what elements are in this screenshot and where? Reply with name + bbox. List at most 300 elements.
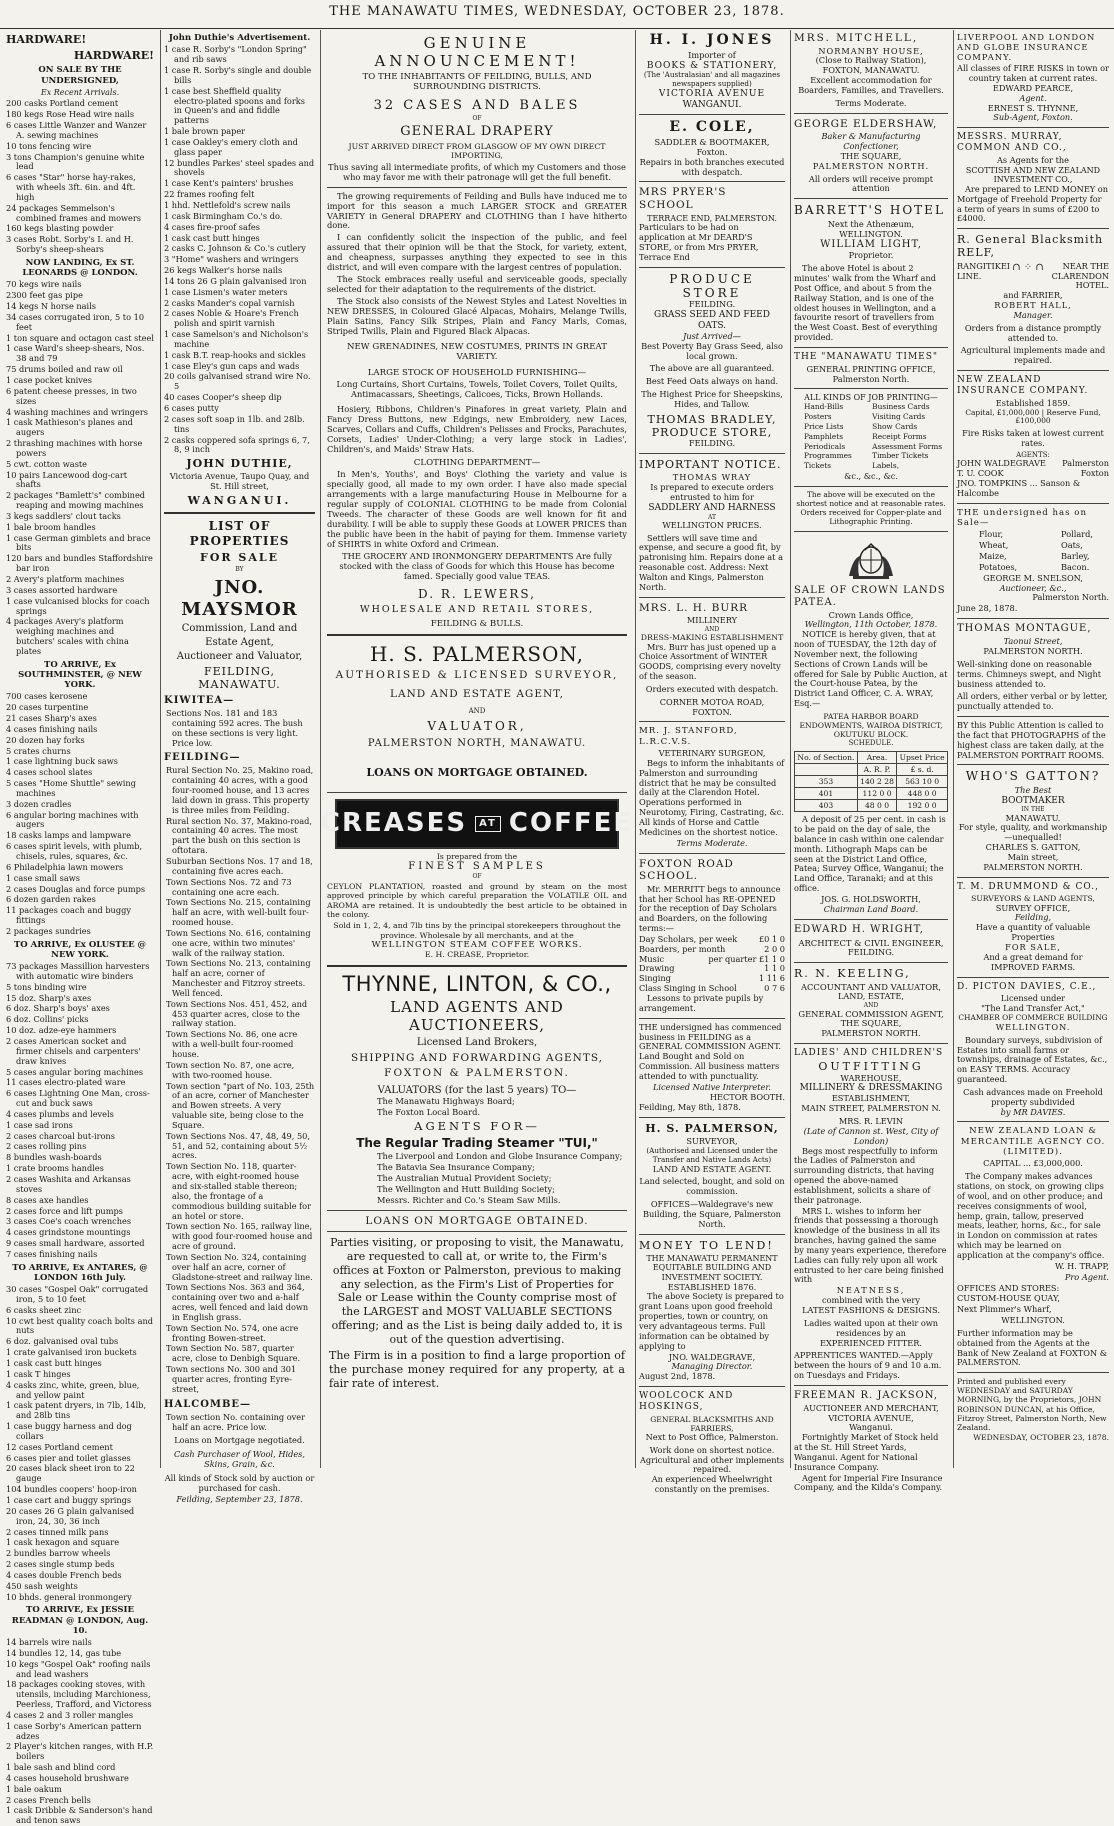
thynne-land-agents: LAND AGENTS AND AUCTIONEERS,	[390, 997, 564, 1034]
goods-item: Flour,	[979, 529, 1004, 540]
list-item: 73 packages Massillion harvesters with automatic wire binders	[6, 961, 150, 981]
list-item: 1 cask cast butt hinges	[164, 232, 260, 243]
list-item: 1 hhd. Nettlefold's screw nails	[164, 199, 291, 210]
of-label: OF	[472, 115, 482, 123]
general-drapery: GENERAL DRAPERY	[400, 124, 554, 140]
snelson-name: GEORGE M. SNELSON,	[983, 572, 1083, 583]
pryer-text: Particulars to be had on application at Mr DEARD'S STORE, or from Mrs PRYER, Terrace End	[639, 222, 759, 262]
goods-item: Maize,	[979, 551, 1007, 562]
property-item: Town Section No. 587, quarter acre, close to Denbigh Square.	[166, 1343, 301, 1364]
fee-amount: 1 11 6	[758, 973, 785, 984]
list-item: 4 cases plumbs and levels	[6, 1108, 114, 1119]
relf-location	[957, 262, 1109, 292]
portrait-notice: BY this Public Attention is called to the fact that PHOTOGRAPHS of the highest class are taken daily, at the PALMERSTON PORTRAIT ROOMS.	[957, 720, 1106, 760]
maysmor-line-4: FEILDING, MANAWATU.	[198, 664, 281, 691]
nz-loan-next: Next Plimmer's Wharf,	[957, 1304, 1052, 1315]
nz-ins-fire: Fire Risks taken at lowest current rates.	[962, 428, 1104, 449]
jones-name: H. I. JONES	[649, 32, 775, 48]
list-item: 2 packages "Bamlett's" combined reaping and mowing machines	[6, 490, 146, 511]
job-item: Posters	[804, 411, 832, 421]
money-to-lend: MONEY TO LEND!	[639, 1238, 774, 1252]
wray-saddlery: SADDLERY AND HARNESS	[648, 502, 776, 513]
list-item: 4 casks zinc, white, green, blue, and yellow paint	[6, 1379, 140, 1400]
snelson-undersigned: THE undersigned has on Sale—	[957, 507, 1088, 529]
snelson-auctioneer: Auctioneer, &c.,	[999, 582, 1067, 593]
relf-lhs: RANGITIKEI LINE.	[957, 260, 1011, 281]
maysmor-name: JNO. MAYSMOR	[181, 577, 298, 621]
list-item: 1 bale brown paper	[164, 126, 246, 137]
thynne-licensed: Licensed Land Brokers,	[416, 1036, 538, 1048]
list-item: 10 pairs Lancewood dog-cart shafts	[6, 469, 128, 490]
gatton-heading: WHO'S GATTON?	[965, 769, 1101, 784]
list-item: 200 casks Portland cement	[6, 98, 119, 109]
school-text: Mr. MERRITT begs to announce that her School has RE-OPENED for the reception of Day Scholars and Boarders, on the following terms:—	[639, 883, 781, 934]
list-item: 5 tons binding wire	[6, 981, 87, 992]
woolcock-black: GENERAL BLACKSMITHS AND FARRIERS,	[650, 1414, 774, 1433]
list-item: 5 crates churns	[6, 745, 71, 756]
job-item: Show Cards	[872, 421, 918, 431]
eldershaw-orders: All orders will receive prompt attention	[808, 173, 934, 194]
list-item: 14 kegs N horse nails	[6, 301, 96, 312]
gatton-in-the: IN THE	[1021, 806, 1045, 814]
list-item: 2 cases American socket and firmer chisels and carpenters' draw knives	[6, 1036, 141, 1066]
investment: INVESTMENT CO.,	[993, 175, 1073, 185]
list-item: 3 dozen cradles	[6, 798, 72, 809]
job-list	[794, 403, 948, 472]
goods-item: Bacon.	[1061, 561, 1090, 572]
nz-loan-company: The Company makes advances stations, on stock, on growing clips of wool, and on other produce; and receives consignments of wool, hemp, grain, tallow, preserved meats, leather, horns, &c., for sale in London on commission at rates which may be learned on application at the company's office.	[957, 1171, 1105, 1260]
table-cell: 401	[795, 788, 858, 800]
list-item: 1 cask B.T. reap-hooks and sickles	[164, 349, 306, 360]
list-item: 2 cases Washita and Arkansas stoves	[6, 1173, 131, 1194]
list-item: 70 kegs wire nails	[6, 279, 82, 290]
job-item: Business Cards	[872, 402, 930, 412]
eldershaw-name: GEORGE ELDERSHAW,	[794, 117, 938, 130]
halcombe-text: Town section No. containing over half an acre. Price low.	[166, 1411, 306, 1432]
relf-orders: Orders from a distance promptly attended to.	[964, 322, 1102, 343]
drapery-p3: The Stock embraces really useful and serviceable goods, specially selected for their adaptation to the requirements of the district.	[327, 274, 627, 295]
clothing-heading: CLOTHING DEPARTMENT—	[413, 457, 541, 468]
list-item: 1 case Lismen's water meters	[164, 286, 288, 297]
list-item: 24 packages Semmelson's combined frames and mowers	[6, 202, 141, 223]
property-item: Town Sections No. 86, one acre with a well-built four-roomed house.	[166, 1029, 298, 1059]
agent-row-1: JOHN WALDEGRAVE Palmerston	[957, 458, 1109, 469]
nz-ins-agents: AGENTS:	[1016, 450, 1050, 459]
royal-crest-icon	[841, 536, 901, 582]
list-item: 2 cases single stump beds	[6, 1559, 115, 1570]
list-item: 104 bundles coopers' hoop-iron	[6, 1484, 137, 1495]
drummond-great: And a great demand for	[983, 951, 1083, 962]
eldershaw-palm: PALMERSTON NORTH.	[812, 160, 930, 171]
wray-name: THOMAS WRAY	[672, 472, 752, 483]
montague-well: Well-sinking done on reasonable terms. Chimneys swept, and Night business attended to.	[957, 658, 1102, 689]
now-landing-heading: NOW LANDING, Ex ST. LEONARDS @ LONDON.	[22, 258, 138, 279]
murray-heading: MESSRS. MURRAY, COMMON AND CO.,	[957, 132, 1067, 154]
gatton-style: For style, quality, and workmanship—unequalled!	[958, 822, 1108, 843]
produce-feilding: FEILDING.	[688, 299, 736, 310]
holdsworth-name: JOS. G. HOLDSWORTH,	[821, 893, 921, 904]
agency-2: The Batavia Sea Insurance Company;	[377, 1162, 535, 1173]
society-text: The above Society is prepared to grant Loans upon good freehold properties, town or country, on very advantageous terms. Full information can be obtained by applying to	[639, 1291, 784, 1351]
table-cell: 140 2 28	[857, 775, 896, 787]
list-item: 6 cases Little Wanzer and Wanzer A. sewing machines	[6, 120, 147, 140]
list-item: 2 cases charcoal but-irons	[6, 1130, 115, 1141]
drapery-p2: I can confidently solicit the inspection of the public, and feel assured that their opinion will be that the Stock, for variety, extent, and cheapness, surpasses anything they expected to see in this district, and will even compare with the largest centres of population.	[327, 232, 627, 273]
relf-agri: Agricultural implements made and repaired.	[960, 345, 1106, 366]
list-item: 2 Avery's platform machines	[6, 574, 125, 584]
fee-label: Class Singing in School	[639, 983, 737, 994]
job-item: Receipt Forms	[872, 431, 927, 441]
list-item: 1 cask Birmingham Co.'s do.	[164, 210, 283, 221]
crown-lands-heading: SALE OF CROWN LANDS PATEA.	[794, 584, 946, 608]
palmerson-land-sold: Land selected, bought, and sold on commission.	[639, 1176, 785, 1197]
list-item: 6 dozen garden rakes	[6, 894, 96, 905]
drummond-feilding: Feilding,	[1014, 912, 1052, 923]
jackson-formerly: Fortnightly Market of Stock held at the St. Hill Street Yards, Wanganui. Agent for National Insurance Company.	[794, 1432, 939, 1472]
cole-repairs: Repairs in both branches executed with despatch.	[639, 156, 785, 177]
list-item: 6 Philadelphia lawn mowers	[6, 861, 124, 872]
list-item: 6 cases spirit levels, with plumb, chisels, rules, squares, &c.	[6, 841, 143, 861]
list-item: 1 case sad irons	[6, 1119, 73, 1130]
list-item: 450 sash weights	[6, 1580, 78, 1591]
bradley-name: THOMAS BRADLEY,	[647, 412, 777, 426]
duthie-heading: John Duthie's Advertisement.	[168, 33, 311, 43]
halcombe-heading: HALCOMBE—	[164, 1398, 252, 1410]
list-item: 26 kegs Walker's horse nails	[164, 265, 283, 276]
list-item: 1 crate brooms handles	[6, 1163, 104, 1174]
list-item: 1 case Ward's sheep-shears, Nos. 38 and 79	[6, 343, 145, 364]
jackson-wanganui: Wanganui.	[849, 1422, 893, 1433]
hotel-text: The above Hotel is about 2 minutes' walk from the Wharf and Post Office, and about 5 from the Railway Station, and is one of the oldest houses in Wellington, and a favourite resort of travellers from the West Coast. Best of everything provided.	[794, 263, 938, 343]
schedule-col-upset: Upset Price	[897, 751, 948, 763]
nz-loan-wellington: WELLINGTON.	[1001, 1315, 1065, 1326]
list-item: 6 doz. galvanised oval tubs	[6, 1336, 119, 1347]
duthie-address: Victoria Avenue, Taupo Quay, and St. Hill street,	[169, 471, 310, 492]
loans-obtained-2: LOANS ON MORTGAGE OBTAINED.	[365, 1214, 589, 1227]
patea-endowments: PATEA HARBOR BOARD ENDOWMENTS, WAIROA DISTRICT, OKUTUKU BLOCK.	[799, 711, 943, 740]
fee-label: Music	[639, 953, 665, 964]
snelson-goods	[957, 530, 1109, 573]
kiwitea-heading: KIWITEA—	[164, 695, 235, 706]
nz-ins-established: Established 1859.	[995, 397, 1071, 408]
list-item: 22 frames roofing felt	[164, 189, 255, 200]
list-item: 160 kegs blasting powder	[6, 223, 114, 234]
palmerson-surveyor-2: SURVEYOR,	[686, 1136, 738, 1147]
keeling-square: THE SQUARE,	[840, 1017, 902, 1028]
hosiery-text: Hosiery, Ribbons, Children's Pinafores in great variety, Plain and Fancy Dress Buttons, new Edgings, new Embroidery, new Laces, Scarves, Collars and Cuffs, Children's Pelisses and Frocks, Parachutes, Corsets, Ladies' Under-Clothing; a very large stock in Ladies', Children's, and Maids' Straw Hats.	[327, 403, 627, 454]
valuator-2: The Foxton Local Board.	[377, 1106, 481, 1117]
fee-label: Day Scholars, per week	[639, 933, 738, 944]
palmerson-name-2: H. S. PALMERSON,	[645, 1122, 779, 1136]
list-item: 1 case best Sheffield quality electro-plated spoons and forks in Queen's and and fiddle patterns	[164, 85, 305, 126]
burr-text: Mrs. Burr has just opened up a Choice Assortment of WINTER GOODS, comprising every novelty of the season.	[639, 641, 781, 682]
list-item: 10 doz. adze-eye hammers	[6, 1025, 117, 1036]
list-item: 2 casks C. Johnson & Co.'s cutlery	[164, 243, 306, 254]
list-item: 1 case Oakley's emery cloth and glass paper	[164, 136, 298, 157]
waldegrave-title: Managing Director.	[671, 1361, 753, 1372]
job-item: Pamphlets	[804, 431, 844, 441]
bradley-produce: PRODUCE STORE,	[651, 425, 773, 439]
davies-by: by MR DAVIES.	[1000, 1106, 1066, 1117]
list-item: 2 packages sundries	[6, 925, 91, 936]
list-item: 1 bale broom handles	[6, 521, 96, 532]
drummond-improved: IMPROVED FARMS.	[990, 961, 1076, 972]
gatton-bootmaker: BOOTMAKER	[1001, 795, 1065, 806]
job-heading: ALL KINDS OF JOB PRINTING—	[804, 393, 938, 403]
agent-row-3: JNO. TOMPKINS ... Sanson & Halcombe	[957, 478, 1081, 498]
list-item: 1 case Kent's painters' brushes	[164, 178, 294, 189]
list-item: 2 cases Noble & Hoare's French polish and spirit varnish	[164, 308, 299, 329]
trapp-name: W. H. TRAPP,	[1054, 1260, 1109, 1271]
list-item: 20 dozen hay forks	[6, 734, 85, 745]
table-cell: 48 0 0	[857, 800, 896, 812]
jones-victoria: VICTORIA AVENUE	[658, 88, 766, 99]
schedule-col-area: Area.	[857, 751, 896, 763]
times-heading: THE "MANAWATU TIMES"	[794, 351, 939, 362]
list-item: 8 cases axe handles	[6, 1194, 89, 1205]
list-item: 1 case German gimblets and brace bits	[6, 532, 151, 553]
barrett-next: Next the Athenæum,	[827, 218, 915, 229]
relf-heading: R. General Blacksmith RELF,	[957, 233, 1104, 260]
wright-name: EDWARD H. WRIGHT,	[794, 923, 924, 935]
list-item: 4 cases grindstone mountings	[6, 1227, 131, 1238]
coffee-of: OF	[472, 872, 482, 880]
trapp-agent: Pro Agent.	[1064, 1271, 1109, 1282]
relf-near: NEAR THE CLARENDON HOTEL.	[1051, 260, 1109, 291]
to-inhabitants: TO THE INHABITANTS OF FEILDING, BULLS, AND SURROUNDING DISTRICTS.	[362, 72, 592, 93]
palmerson-land: LAND AND ESTATE AGENT,	[390, 688, 564, 701]
list-item: 10 bhds. general ironmongery	[6, 1591, 132, 1602]
grenadines: NEW GRENADINES, NEW COSTUMES, PRINTS IN GREAT VARIETY.	[346, 341, 607, 363]
jackson-auctioneer: AUCTIONEER AND MERCHANT,	[803, 1403, 939, 1413]
crown-date: Wellington, 11th October, 1878.	[804, 619, 938, 630]
list-item: 120 bars and bundles Staffordshire bar iron	[6, 553, 153, 574]
davies-name: D. PICTON DAVIES, C.E.,	[957, 981, 1097, 992]
levin-late: (Late of Cannon st. West, City of London)	[803, 1125, 939, 1146]
coffee-word: COFFEE	[508, 808, 634, 838]
stock-sold: All kinds of Stock sold by auction or purchased for cash.	[164, 1472, 315, 1493]
burr-and: AND	[704, 626, 720, 634]
school-lessons: Lessons to private pupils by arrangement.	[639, 993, 764, 1013]
important-notice: IMPORTANT NOTICE.	[639, 457, 782, 471]
maysmor-line-1: Commission, Land and	[181, 622, 298, 634]
property-item: Town Sections No. 215, containing half an acre, with well-built four-roomed house.	[166, 897, 311, 928]
kiwitea-text: Sections Nos. 181 and 183 containing 592 acres. The bush on these sections is very light. Price low.	[166, 708, 303, 748]
hardware-list-3	[6, 692, 154, 936]
coffee-ceylon: CEYLON PLANTATION, roasted and ground by steam on the most approved principle by which careful preparation the VOLATILE OIL and AROMA are retained. It is undoubtedly the best article to be obtained in the colony.	[327, 881, 627, 919]
list-item: 6 casks sheet zinc	[6, 1304, 82, 1315]
household-text: Long Curtains, Short Curtains, Towels, Toilet Covers, Toilet Quilts, Antimacassars, Sheetings, Calicoes, Ticks, Brown Hollands.	[336, 378, 618, 399]
list-item: 6 doz. Collins' picks	[6, 1014, 89, 1025]
list-item: 11 packages coach and buggy fittings	[6, 905, 131, 926]
pryer-heading: MRS PRYER'S SCHOOL	[639, 186, 727, 212]
drummond-office: SURVEY OFFICE,	[995, 902, 1071, 913]
gatton-best: The Best	[1014, 784, 1052, 795]
column-jones-etc	[635, 30, 788, 1495]
produce-heading: PRODUCE STORE	[669, 271, 755, 301]
list-item: 18 casks lamps and lampware	[6, 830, 131, 841]
loans-obtained: LOANS ON MORTGAGE OBTAINED.	[366, 766, 588, 780]
coffee-at: AT	[475, 816, 501, 832]
fee-label: Boarders, per month	[639, 943, 726, 954]
crown-deposit: A deposit of 25 per cent. in cash is to be paid on the day of sale, the balance in cash within one calendar month. Lithograph Maps can be seen at the District Land Office, Patea; Survey Office, Wanganui; the Land Office, Taranaki; and at this office.	[794, 814, 946, 894]
society-name: THE MANAWATU PERMANENT EQUITABLE BUILDING AND INVESTMENT SOCIETY.	[646, 1253, 778, 1283]
coffee-works: WELLINGTON STEAM COFFEE WORKS.	[371, 939, 583, 950]
masthead: THE MANAWATU TIMES, WEDNESDAY, OCTOBER 23, 1878.	[0, 0, 1114, 29]
list-item: 6 cases pier and toilet glasses	[6, 1452, 131, 1463]
list-item: 1 ton square and octagon cast steel	[6, 332, 154, 343]
valuators-heading: VALUATORS (for the last 5 years) TO—	[377, 1084, 577, 1096]
grocery-text: THE GROCERY AND IRONMONGERY DEPARTMENTS Are fully stocked with the class of Goods for which this House has become famed. Specially good value TEAS.	[339, 551, 615, 582]
list-item: 20 cases turpentine	[6, 702, 89, 713]
property-item: Town Sections Nos. 72 and 73 containing one acre each.	[166, 876, 292, 897]
table-row	[795, 800, 948, 812]
cole-name: E. COLE,	[669, 119, 755, 136]
schedule-units-area: A. R. P.	[857, 763, 896, 775]
list-item: 1 cask Dribble & Sanderson's hand and tenon saws	[6, 1805, 153, 1826]
drummond-for-sale: FOR SALE,	[1005, 941, 1061, 952]
normanby-excellent: Excellent accommodation for Boarders, Families, and Travellers.	[798, 75, 944, 95]
hardware-list-1	[6, 99, 154, 255]
burr-millinery: MILLINERY	[686, 615, 738, 626]
davies-chamber: CHAMBER OF COMMERCE BUILDING	[958, 1012, 1108, 1022]
waldegrave-name: JNO. WALDEGRAVE,	[668, 1351, 756, 1362]
list-item: 20 coils galvanised strand wire No. 5	[164, 371, 311, 392]
pearce-name: EDWARD PEARCE,	[992, 82, 1074, 93]
keeling-name: R. N. KEELING,	[794, 966, 911, 980]
normanby-house: NORMANBY HOUSE,	[818, 45, 924, 56]
barrett-hotel: BARRETT'S HOTEL	[794, 203, 945, 218]
murray-agents: As Agents for the	[997, 154, 1069, 165]
genuine-announcement: GENUINE ANNOUNCEMENT!	[374, 34, 580, 70]
pryer-terrace: TERRACE END, PALMERSTON.	[647, 213, 777, 223]
property-item: Town Sections No. 213, containing half an acre, corner of Manchester and Fitzroy streets. Well fenced.	[166, 958, 311, 998]
hardware-list-4	[6, 962, 154, 1260]
nz-loan-further: Further information may be obtained from the Agents at the Bank of New Zealand at FOXTON & PALMERSTON.	[957, 1327, 1108, 1368]
latest-fashions: LATEST FASHIONS & DESIGNS.	[802, 1305, 940, 1315]
property-item: Town Section No. 118, quarter-acre, with eight-roomed house and six-stalled stable thereon; also, the frontage of a commodious building suitable for an hotel or store.	[166, 1161, 312, 1221]
palmerson-surveyor: AUTHORISED & LICENSED SURVEYOR,	[335, 669, 619, 682]
agency-1: The Liverpool and London and Globe Insurance Company;	[377, 1151, 623, 1162]
nz-loan-heading: NEW ZEALAND LOAN & MERCANTILE AGENCY CO. (LIMITED).	[960, 1126, 1106, 1158]
list-item: 2 cases tinned milk pans	[6, 1526, 109, 1537]
hardware-list-6	[6, 1638, 154, 1826]
agents-for-heading: AGENTS FOR—	[414, 1118, 540, 1133]
list-item: 8 bundles wash-boards	[6, 1152, 102, 1163]
list-item: 4 cases fire-proof safes	[164, 221, 260, 232]
list-item: 6 angular boring machines with augers	[6, 809, 139, 830]
drummond-have: Have a quantity of valuable Properties	[975, 922, 1091, 943]
creases-coffee-banner	[320, 799, 634, 849]
thynne-name-2: ERNEST S. THYNNE,	[987, 102, 1079, 113]
column-hardware	[3, 30, 157, 1826]
table-cell: 563 10 0	[897, 775, 948, 787]
eldershaw-baker: Baker & Manufacturing Confectioner,	[821, 131, 921, 152]
thynne-sub: Sub-Agent, Foxton.	[993, 112, 1073, 123]
feilding-bulls: FEILDING & BULLS.	[430, 619, 524, 630]
burr-orders: Orders executed with despatch.	[645, 683, 779, 694]
montague-name: THOMAS MONTAGUE,	[957, 623, 1092, 635]
property-item: Town Sections Nos. 47, 48, 49, 50, 51, and 52, containing about 5½ acres.	[166, 1130, 310, 1161]
firm-position: The Firm is in a position to find a large proportion of the purchase money required for any property, at a fair rate of interest.	[329, 1349, 625, 1390]
list-item: 2 cases Douglas and force pumps	[6, 883, 146, 894]
bradley-feilding: FEILDING.	[688, 438, 736, 449]
levin-text: Begs most respectfully to inform the Ladies of Palmerston and surrounding districts, that having opened the above-named establishment, solicits a share of their patronage.	[794, 1145, 938, 1205]
crown-notice: NOTICE is hereby given, that at noon of TUESDAY, the 12th day of November next, the following Sections of Crown Lands will be offered for Sale by Public Auction, at the Court-house Patea, by the District Land Officer, C. A. WRAY, Esq.—	[794, 629, 948, 709]
list-item: 5 cwt. cotton waste	[6, 458, 88, 469]
list-item: 20 cases 26 G plain galvanised iron, 24, 30, 36 inch	[6, 1505, 135, 1526]
normanby-foxton: FOXTON, MANAWATU.	[822, 65, 920, 76]
produce-guaranteed: The above are all guaranteed.	[649, 363, 775, 374]
table-cell: 353	[795, 775, 858, 787]
list-item: 14 bundles 12, 14, gas tube	[6, 1647, 122, 1658]
list-item: 14 barrels wire nails	[6, 1636, 92, 1647]
property-item: Town Section No. 574, one acre fronting Bowen-street.	[166, 1322, 299, 1343]
wright-architect: ARCHITECT & CIVIL ENGINEER,	[798, 937, 944, 948]
olustee-heading: TO ARRIVE, Ex OLUSTEE @ NEW YORK.	[13, 939, 147, 960]
gatton-name: CHARLES S. GATTON,	[985, 842, 1081, 853]
drapery-p4: The Stock also consists of the Newest Styles and Latest Novelties in NEW DRESSES, in Coloured Glacé Alpacas, Mohairs, Melange Twills, Plain Satins, Fancy Silk Stripes, Plain and Fancy Marls, Comas, Striped Twills, Plain and Figured Black Alpacas.	[327, 296, 627, 336]
saving-note: Thus saving all intermediate profits, of which my Customers and those who may favor me with their patronage will get the full benefit.	[328, 161, 626, 182]
property-item: Town section No. 87, one acre, with two-roomed house.	[166, 1059, 295, 1080]
thynne-foxton: FOXTON & PALMERSTON.	[384, 1067, 570, 1080]
holdsworth-title: Chairman Land Board.	[823, 903, 919, 914]
list-item: 18 packages cooking stoves, with utensils, including Marchioness, Peerless, Trafford, and Victoress	[6, 1679, 152, 1710]
pearce-agent: Agent.	[1019, 92, 1047, 103]
jones-wanganui: WANGANUI.	[682, 99, 742, 110]
agent-row-2: T. U. COOK Foxton	[957, 468, 1109, 479]
list-item: 1 case lightning buck saws	[6, 756, 118, 767]
wool-purchaser: Cash Purchaser of Wool, Hides, Skins, Grain, &c.	[174, 1449, 305, 1470]
stanford-text: Begs to inform the inhabitants of Palmerston and surrounding district that he may be consulted daily at the Clarendon Hotel. Operations performed in Neurotomy, Firing, Castrating, &c. All kinds of Horse and Cattle Medicines on the shortest notice.	[639, 757, 785, 837]
property-item: Rural section No. 37, Makino-road, containing 40 acres. The most part the bush on this section is oftotara.	[166, 815, 312, 856]
list-item: 2 cases French bells	[6, 1794, 91, 1805]
fee-amount: 2 0 0	[764, 943, 785, 954]
woolcock-name: WOOLCOCK AND HOSKINGS,	[639, 1391, 734, 1412]
list-item: 3 kegs saddlers' clout tacks	[6, 510, 121, 521]
column-insurance-etc	[953, 30, 1112, 1468]
gatton-manawatu: MANAWATU.	[1005, 812, 1061, 823]
list-item: 12 cases Portland cement	[6, 1441, 113, 1452]
column-duthie-maysmor	[160, 30, 318, 1504]
levin-name: MRS. R. LEVIN	[838, 1115, 904, 1126]
list-item: 1 case cart and buggy springs	[6, 1494, 132, 1505]
job-etc: &c., &c., &c.	[844, 471, 898, 482]
property-item: Town section "part of No. 103, 25th of an acre, corner of Manchester and Bowen streets. A very valuable site, being close to the Square.	[166, 1080, 315, 1130]
agency-5: Messrs. Richter and Co.'s Steam Saw Mills.	[377, 1194, 561, 1205]
liverpool-classes: All classes of FIRE RISKS in town or country taken at current rates.	[957, 63, 1109, 84]
list-item: 180 kegs Rose Head wire nails	[6, 109, 135, 120]
snelson-date: June 28, 1878.	[957, 603, 1018, 614]
keeling-and: AND	[863, 1001, 879, 1009]
list-item: 6 patent cheese presses, in two sizes	[6, 385, 137, 406]
list-item: 1 cask T hinges	[6, 1368, 71, 1379]
creases-word: CREASES	[320, 808, 468, 838]
jackson-name: FREEMAN R. JACKSON,	[794, 1389, 939, 1401]
table-cell: 192 0 0	[897, 800, 948, 812]
hardware-list-2	[6, 280, 154, 656]
jackson-agent: Agent for Imperial Fire Insurance Company, and the Kilda's Company.	[794, 1472, 943, 1493]
society-date: August 2nd, 1878.	[639, 1371, 716, 1382]
normanby-close: (Close to Railway Station),	[815, 55, 927, 66]
wray-prices: WELLINGTON PRICES.	[662, 519, 762, 530]
stanford-vet: VETERINARY SURGEON,	[658, 748, 766, 759]
stanford-name: MR. J. STANFORD, L.R.C.V.S.	[639, 726, 738, 747]
produce-highest: The Highest Price for Sheepskins, Hides, and Tallow.	[641, 389, 783, 409]
palmerson-auth: (Authorised and Licensed under the Transfer and Native Lands Acts)	[646, 1146, 778, 1164]
palmerson-offices: OFFICES—Waldegrave's new Building, the Square, Palmerston North.	[643, 1199, 781, 1229]
list-item: 1 cask patent dryers, in 7lb, 14lb, and 28lb tins	[6, 1400, 147, 1421]
